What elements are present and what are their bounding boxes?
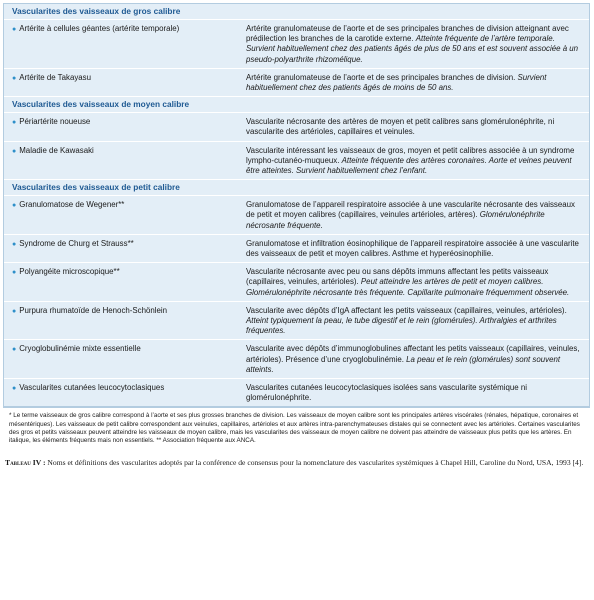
vasculitis-name — [4, 235, 236, 262]
table-row — [4, 195, 589, 234]
vasculitis-name — [4, 302, 236, 340]
vasculitis-definition — [236, 196, 589, 234]
section-title: Vascularites des vaisseaux de moyen calibre — [4, 96, 589, 112]
vasculitis-definition — [236, 379, 589, 406]
vasculitis-definition — [236, 69, 589, 96]
vasculitis-name-text: Maladie de Kawasaki — [19, 145, 94, 155]
table-row — [4, 262, 589, 301]
bullet-icon: ● — [12, 385, 17, 393]
vasculitis-definition — [236, 263, 589, 301]
definition-italic-text: La peau et le rein (glomérules) sont souvent atteints. — [246, 354, 561, 374]
bullet-icon: ● — [12, 307, 17, 315]
vasculitis-definition — [236, 142, 589, 180]
table-container — [3, 3, 590, 468]
vasculitis-name-text: Périartérite noueuse — [19, 117, 91, 127]
definition-text: Artérite granulomateuse de l’aorte et de ses principales branches de division atteignant avec prédilection les branches de la carotide externe. — [246, 24, 569, 44]
vasculitis-table — [3, 3, 590, 407]
table-row — [4, 378, 589, 406]
definition-italic-text: Atteinte fréquente de l’artère temporale. Survient habituellement chez des patients âgés de plus de 50 ans et est souvent associée à un pseudo-polyarthrite rhizomélique. — [246, 34, 579, 64]
section-title: Vascularites des vaisseaux de gros calibre — [12, 6, 181, 16]
vasculitis-name — [4, 20, 236, 68]
vasculitis-name-text: Syndrome de Churg et Strauss** — [19, 238, 134, 248]
definition-text: Vascularites cutanées leucocytoclasiques isolées sans vascularite systémique ni glomérulonéphrite. — [246, 383, 527, 403]
definition-italic-text: Survient habituellement chez des patients âgés de moins de 50 ans. — [246, 72, 547, 93]
caption-label: Tableau IV : — [5, 457, 46, 467]
table-row — [4, 234, 589, 262]
vasculitis-name-text: Artérite de Takayasu — [19, 72, 92, 82]
vasculitis-definition — [236, 302, 589, 340]
vasculitis-name-text: Cryoglobulinémie mixte essentielle — [19, 344, 141, 354]
section — [4, 4, 589, 96]
bullet-icon: ● — [12, 269, 17, 277]
definition-text: Granulomatose de l’appareil respiratoire associée à une vascularite nécrosante des vaisseaux de petit et moyen calibres (capillaires, veinules artérioles, artères). — [246, 200, 575, 220]
table-row — [4, 68, 589, 96]
definition-text: Vascularite intéressant les vaisseaux de gros, moyen et petit calibres associée à un syndrome lympho-cutanéo-muqueux. — [246, 145, 575, 165]
vasculitis-name — [4, 263, 236, 301]
bullet-icon: ● — [12, 346, 17, 354]
table-row — [4, 301, 589, 340]
table-row — [4, 339, 589, 378]
definition-text: Vascularite avec dépôts d’immunoglobulines affectant les petits vaisseaux (capillaires, veinules, artérioles). Présence d’une cryoglobulinémie. — [246, 344, 580, 364]
vasculitis-name-text: Granulomatose de Wegener** — [19, 200, 125, 210]
vasculitis-name-text: Vascularites cutanées leucocytoclasiques — [19, 383, 165, 393]
definition-italic-text: Glomérulonéphrite nécrosante fréquente. — [246, 210, 545, 230]
definition-text: Vascularite avec dépôts d’IgA affectant les petits vaisseaux (capillaires, veinules, artérioles). — [246, 305, 567, 315]
table-footnote: * Le terme vaisseaux de gros calibre correspond à l’aorte et ses plus grosses branches de division. Les vaisseaux de moyen calibre sont les principales artères viscérales (rénales, hépatique, coronaires et mésentériques). Les vaisseaux de petit calibre correspondent aux veinules, capillaires, artérioles et aux artères intra-parenchymateuses distales qui se connectent avec les artérioles. Certaines vascularites des gros et petits vaisseaux peuvent atteindre les vaisseaux de moyen calibre, mais les vascularites des vaisseaux de moyen calibre ne doivent pas atteindre de vaisseaux plus petits que les artères. En italique, les éléments fréquents mais non essentiels. ** Association fréquente aux ANCA. — [3, 407, 590, 449]
definition-text: Vascularite nécrosante des artères de moyen et petit calibres sans glomérulonéphrite, ni vascularite des artérioles, capillaires et veinules. — [246, 117, 555, 137]
vasculitis-name-text: Artérite à cellules géantes (artérite temporale) — [19, 24, 180, 33]
vasculitis-definition — [236, 340, 589, 378]
vasculitis-definition — [236, 235, 589, 262]
vasculitis-name — [4, 113, 236, 140]
vasculitis-name — [4, 196, 236, 234]
definition-text: Granulomatose et infiltration éosinophilique de l’appareil respiratoire associée à une vascularite des vaisseaux de petit et moyen calibres. Asthme et hyperéosinophilie. — [246, 238, 579, 259]
caption-text: Noms et définitions des vascularites adoptés par la conférence de consensus pour la nomenclature des vascularites systémiques à Chapel Hill, Caroline du Nord, USA, 1993 [4]. — [45, 457, 584, 467]
section-title: Vascularites des vaisseaux de petit calibre — [4, 179, 589, 195]
bullet-icon: ● — [12, 26, 17, 33]
bullet-icon: ● — [12, 202, 17, 210]
table-caption — [3, 458, 590, 468]
table-row — [4, 19, 589, 68]
table-row — [4, 141, 589, 180]
vasculitis-name — [4, 69, 236, 96]
definition-italic-text: Peut atteindre les artères de petit et moyen calibres. Glomérulonéphrite nécrosante très fréquente. Capillarite pulmonaire fréquemment observée. — [246, 277, 570, 297]
bullet-icon: ● — [12, 240, 17, 248]
vasculitis-definition — [236, 20, 589, 68]
bullet-icon: ● — [12, 147, 17, 155]
section — [4, 96, 589, 179]
vasculitis-name-text: Polyangéite microscopique** — [19, 267, 120, 277]
table-row — [4, 112, 589, 140]
definition-italic-text: Atteinte fréquente des artères coronaires. Aorte et veines peuvent être atteintes. Survient habituellement chez l’enfant. — [246, 155, 572, 176]
vasculitis-name — [4, 340, 236, 378]
section — [4, 179, 589, 406]
vasculitis-name — [4, 379, 236, 406]
definition-italic-text: Atteint typiquement la peau, le tube digestif et le rein (glomérules). Arthralgies et arthrites fréquentes. — [246, 316, 557, 336]
definition-text: Artérite granulomateuse de l’aorte et de ses principales branches de division. — [246, 72, 516, 82]
vasculitis-definition — [236, 113, 589, 140]
vasculitis-name — [4, 142, 236, 180]
bullet-icon: ● — [12, 119, 17, 127]
vasculitis-name-text: Purpura rhumatoïde de Henoch-Schönlein — [19, 305, 168, 315]
definition-text: Vascularite nécrosante avec peu ou sans dépôts immuns affectant les petits vaisseaux (capillaires, veinules, artérioles). — [246, 267, 549, 287]
bullet-icon: ● — [12, 74, 17, 82]
